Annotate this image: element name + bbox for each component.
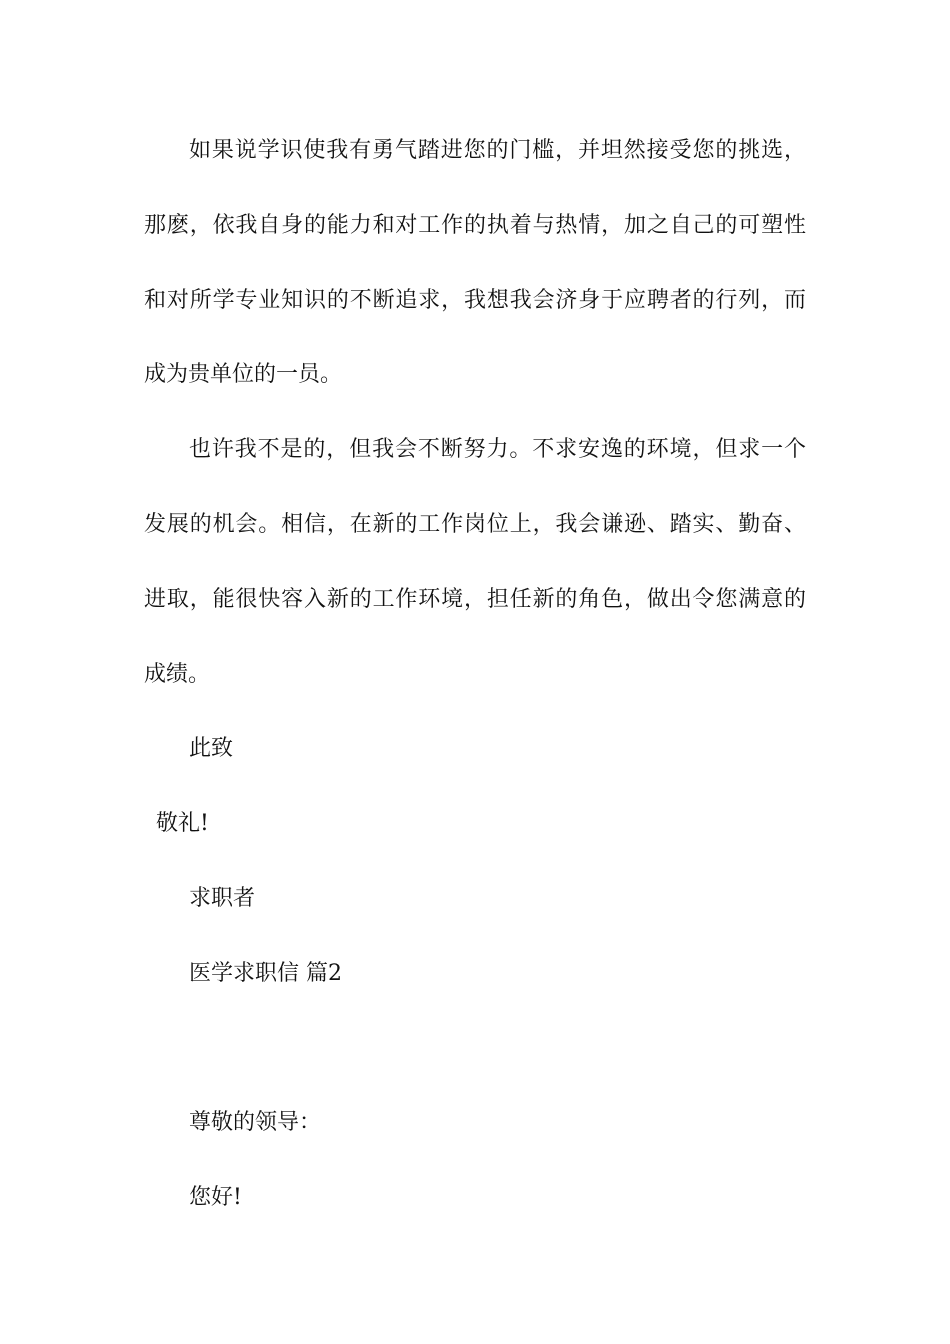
greeting-text: 尊敬的领导： — [189, 1110, 322, 1135]
closing-text: 此致 — [189, 736, 234, 761]
paragraph-2-line-2: 发展的机会。相信，在新的工作岗位上，我会谦逊、踏实、勤奋、 — [144, 512, 806, 537]
paragraph-1-line-1: 如果说学识使我有勇气踏进您的门槛，并坦然接受您的挑选， — [189, 138, 806, 163]
paragraph-2-line-3: 进取，能很快容入新的工作环境，担任新的角色，做出令您满意的 — [144, 587, 806, 612]
paragraph-2-line-1: 也许我不是的，但我会不断努力。不求安逸的环境，但求一个 — [189, 437, 806, 462]
paragraph-1-line-3: 和对所学专业知识的不断追求，我想我会济身于应聘者的行列，而 — [144, 288, 806, 313]
section-title: 医学求职信 篇2 — [189, 961, 342, 986]
paragraph-1-line-4: 成为贵单位的一员。 — [144, 362, 343, 387]
hello-text: 您好! — [189, 1185, 242, 1210]
salute-text: 敬礼! — [156, 811, 209, 836]
paragraph-2-line-4: 成绩。 — [144, 662, 211, 687]
signature-text: 求职者 — [189, 886, 256, 911]
paragraph-1-line-2: 那麽，依我自身的能力和对工作的执着与热情，加之自己的可塑性 — [144, 213, 806, 238]
